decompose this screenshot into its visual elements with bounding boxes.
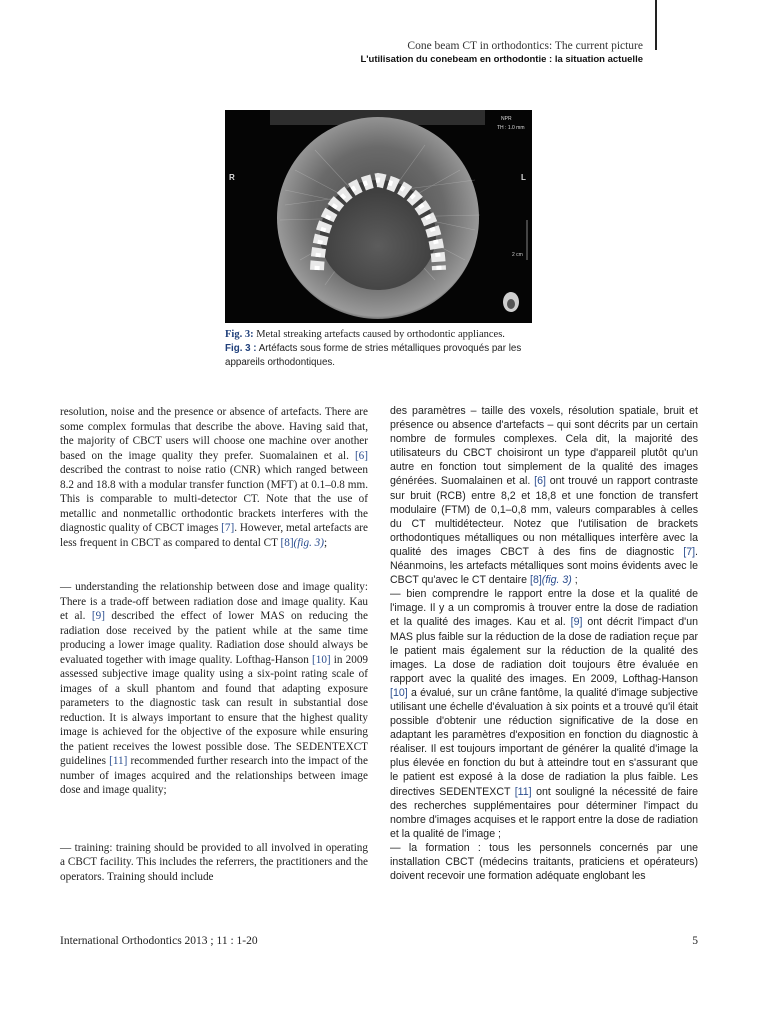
caption-english [225,328,545,342]
page-number: 5 [692,935,698,947]
reference-link[interactable]: [10] [312,653,331,666]
caption-french-text: Artéfacts sous forme de stries métalliques provoqués par les appareils orthodontiques. [225,343,522,368]
reference-link[interactable]: [11] [109,755,128,767]
figure-caption [225,328,545,370]
english-paragraph-3: — training: training should be provided to all involved in operating a CBCT facility. This includes the referrers, the practitioners and the operators. Training should include [60,841,368,883]
reference-link[interactable]: [7] [221,522,235,534]
reference-link[interactable]: [9] [570,616,583,629]
french-paragraph-1: des paramètres – taille des voxels, résolution spatiale, bruit et présence ou absence d'artefacts – qui sont décrits par un certain nombre de formules complexes. Cela dit, la majorité des utilisateurs du CBCT choisiront un type d'appareil plutôt qu'un autre en fonction tout simplement de la qualité des images générées. Suomalainen et al. [6] ont trouvé un rapport contraste sur bruit (RCB) entre 8,2 et 18,8 et une fonction de transfert modulaire (FTM) de 0,1–0,8 mm, valeurs comparables à celles du CT multidétecteur. Notez que l'utilisation de brackets orthodontiques métalliques ou non métalliques interfère avec la qualité des images CBCT à des fins de diagnostic [7]. Néanmoins, les artefacts métalliques sont moins évidents avec le CBCT qu'avec le CT dentaire [8](fig. 3) ; [390,405,698,587]
scale-label: 2 cm [512,252,523,258]
english-paragraph-2: — understanding the relationship between dose and image quality: There is a trade-off between radiation dose and image quality. Kau et al. [9] described the effect of lower MAS on reducing the radiation dose received by the patient while at the same time producing a lower image quality. Radiation dose should always be evaluated together with image quality. Lofthag-Hanson [10] in 2009 assessed subjective image quality using a six-point rating scale of images of a skull phantom and found that adapting exposure parameters to the diagnostic task can result in substantial dose reduction. It is always important to ensure that the highest quality image is achieved for the objective of the exposure while ensuring the patient receives the lowest possible dose. The SEDENTEXCT guidelines [11] recommended further research into the impact of the number of images acquired and the relationships between image dose and image quality; [60,581,369,796]
footer-journal-citation: International Orthodontics 2013 ; 11 : 1-20 [60,935,258,947]
french-column [390,404,698,883]
reference-link[interactable]: [6] [534,475,546,488]
npr-label: NPR [501,116,512,122]
reference-link[interactable]: [9] [91,610,105,622]
header-rule [655,0,657,50]
reference-link[interactable]: [8] [530,574,542,587]
ct-scan-image [225,110,532,323]
caption-english-label: Fig. 3: [225,329,254,340]
reference-link[interactable]: [8] [280,536,294,549]
right-orientation-label: R [229,173,235,182]
french-paragraph-2: — bien comprendre le rapport entre la dose et la qualité de l'image. Il y a un compromis à trouver entre la dose de radiation et la qualité des images. Kau et al. [9] ont décrit l'impact d'un MAS plus faible sur la réduction de la dose de radiation reçue par le patient mais également sur la réduction de la qualité des images. La dose de radiation doit toujours être évaluée en rapport avec la qualité des images. En 2009, Lofthag-Hanson [10] a évalué, sur un crâne fantôme, la qualité d'image subjective utilisant une échelle d'évaluation à six points et a trouvé qu'il était possible d'obtenir une réduction significative de la dose en adaptant les paramètres d'exposition en fonction du diagnostic à réaliser. Il est toujours important de générer la qualité d'image la plus élevée en fonction du but à atteindre tout en s'assurant que le patient est exposé à la dose de radiation la plus faible. Les directives SEDENTEXCT [11] ont souligné la nécessité de faire des recherches supplémentaires pour déterminer l'impact du nombre d'images acquises et le rapport entre la dose de radiation et la qualité de l'image ; [390,588,698,840]
left-orientation-label: L [521,173,526,182]
figure-ct-scan [225,110,532,323]
caption-english-text: Metal streaking artefacts caused by orthodontic appliances. [253,329,505,340]
thickness-label: TH : 1.0 mm [497,125,525,131]
skull-orientation-icon [503,292,519,312]
figure-link[interactable]: (fig. 3) [541,574,572,587]
english-paragraph-1: resolution, noise and the presence or absence of artefacts. There are some complex formulas that describe the above. Having said that, the majority of CBCT users will choose one machine over another based on the image quality they prefer. Suomalainen et al. [6] described the contrast to noise ratio (CNR) which ranged between 8.2 and 18.8 with a modular transfer function (MFT) at 0.1–0.8 mm. This is comparable to multi-detector CT. Note that the use of metallic and nonmetallic orthodontic brackets interferes with the diagnostic quality of CBCT images [7]. However, metal artefacts are less frequent in CBCT as compared to dental CT [8](fig. 3); [60,406,368,549]
reference-link[interactable]: [10] [390,686,408,699]
figure-link[interactable]: (fig. 3) [293,536,324,549]
reference-link[interactable]: [7] [683,545,696,558]
french-paragraph-3: — la formation : tous les personnels concernés par une installation CBCT (médecins traitants, praticiens et opérateurs) doivent recevoir une formation adéquate englobant les [390,841,698,883]
reference-link[interactable]: [11] [514,785,532,798]
caption-french-label: Fig. 3 : [225,343,257,354]
caption-french [225,342,545,370]
reference-link[interactable]: [6] [354,449,368,462]
english-column [60,405,368,884]
running-header-english: Cone beam CT in orthodontics: The current picture [407,40,643,52]
running-header-french: L'utilisation du conebeam en orthodontie : la situation actuelle [360,54,643,65]
